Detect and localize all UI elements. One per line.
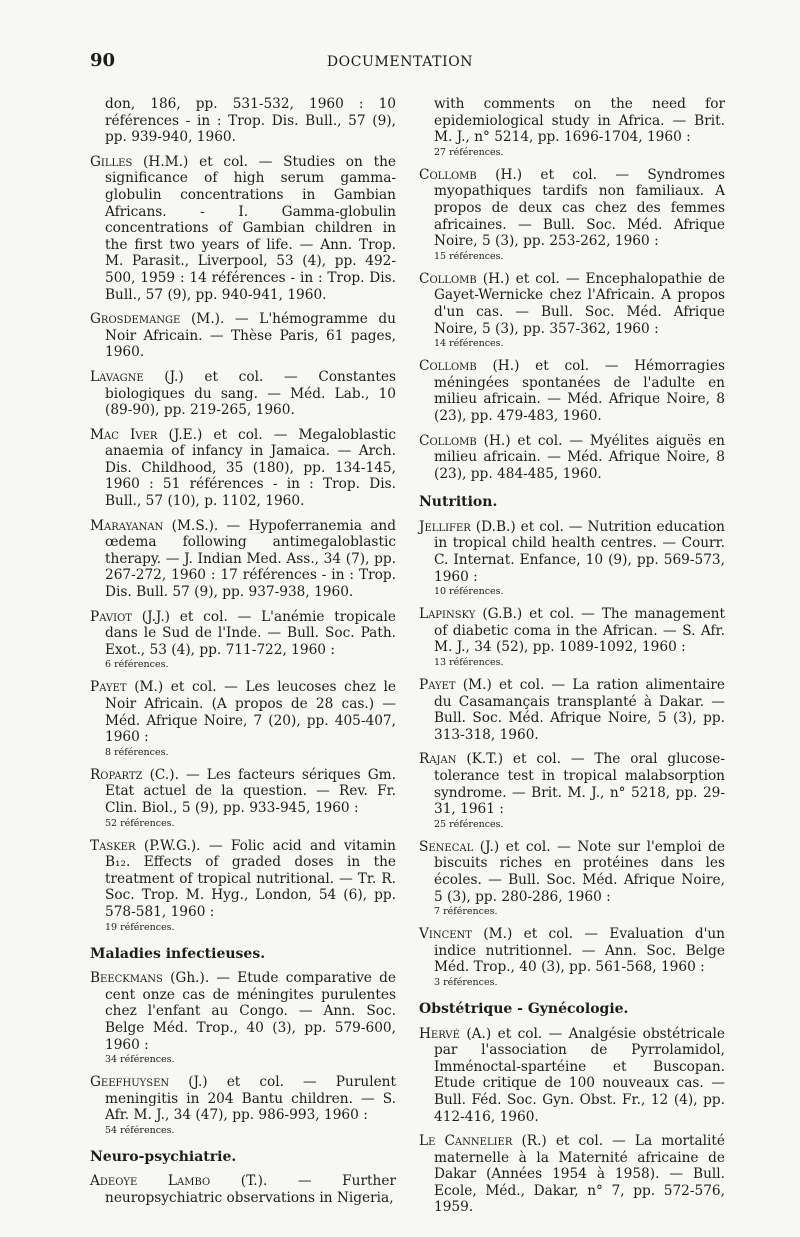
entry-author: Collomb [419, 432, 477, 449]
entry-text: (J.) et col. — Purulent meningitis in 204 Bantu children. — S. Afr. M. J., 34 (47), pp. 986-993, 1960 : [105, 1074, 396, 1124]
entry-author: Jellifer [419, 518, 471, 535]
entry-text: (H.) et col. — Myélites aiguës en milieu africain. — Méd. Afrique Noire, 8 (23), pp. 484-485, 1960. [434, 432, 725, 482]
bibliography-entry [90, 609, 396, 672]
bibliography-entry [90, 311, 396, 361]
entry-text: (G.B.) et col. — The management of diabetic coma in the African. — S. Afr. M. J., 34 (52), pp. 1089-1092, 1960 : [434, 606, 726, 656]
entry-text: (T.). — Further neuropsychiatric observations in Nigeria, [105, 1173, 396, 1207]
bibliography-entry [90, 838, 396, 934]
entry-text: (M.) et col. — Les leucoses chez le Noir Africain. (A propos de 28 cas.) — Méd. Afrique Noire, 7 (20), pp. 405-407, 1960 : [105, 679, 396, 746]
reference-count: 34 références. [105, 1054, 175, 1066]
bibliography-entry [90, 518, 396, 601]
section-heading: Neuro-psychiatrie. [90, 1148, 237, 1165]
reference-count: 25 références. [434, 818, 504, 830]
entry-author: Lavagne [90, 368, 144, 385]
entry-author: Marayanan [90, 517, 164, 534]
entry-text: (K.T.) et col. — The oral glucose-tolerance test in tropical malabsorption syndrome. — Brit. M. J., n° 5218, pp. 29-31, 1961 : [434, 751, 725, 818]
reference-count: 14 références. [434, 338, 504, 350]
entry-author: Tasker [90, 837, 136, 854]
entry-author: Adeoye Lambo [90, 1173, 211, 1190]
entry-author: Mac Iver [90, 426, 158, 443]
entry-text: (M.) et col. — La ration alimentaire du Casamançais transplanté à Dakar. — Bull. Soc. Méd. Afrique Noire, 5 (3), pp. 313-318, 1960. [434, 677, 725, 743]
entry-text: (H.) et col. — Encephalopathie de Gayet-Wernicke chez l'Africain. A propos d'un cas. — Bull. Soc. Méd. Afrique Noire, 5 (3), pp. 357-362, 1960 : [434, 270, 725, 337]
entry-text: (J.E.) et col. — Megaloblastic anaemia of infancy in Jamaica. — Arch. Dis. Childhood, 35 (180), pp. 134-145, 1960 : 51 références - in : Trop. Dis. Bull., 57 (10), p. 1102, 1960. [105, 426, 397, 510]
entry-author: Gilles [90, 153, 133, 170]
entry-author: Collomb [419, 166, 477, 183]
reference-count: 3 références. [434, 976, 498, 988]
reference-count: 54 références. [105, 1124, 175, 1136]
entry-text: don, 186, pp. 531-532, 1960 : 10 références - in : Trop. Dis. Bull., 57 (9), pp. 939-940, 1960. [105, 96, 396, 146]
bibliography-entry [90, 970, 396, 1066]
bibliography-entry [419, 519, 725, 598]
entry-text: (C.). — Les facteurs sériques Gm. Etat actuel de la question. — Rev. Fr. Clin. Biol., 5 (9), pp. 933-945, 1960 : [105, 766, 396, 816]
bibliography-entry [419, 96, 725, 159]
entry-author: Payet [419, 677, 456, 694]
running-title: DOCUMENTATION [326, 54, 474, 70]
entry-text: (J.J.) et col. — L'anémie tropicale dans le Sud de l'Inde. — Bull. Soc. Path. Exot., 53 (4), pp. 711-722, 1960 : [105, 608, 396, 658]
entry-text: (J.) et col. — Note sur l'emploi de biscuits riches en protéines dans les écoles. — Bull. Soc. Méd. Afrique Noire, 5 (3), pp. 280-286, 1960 : [434, 838, 725, 905]
reference-count: 27 références. [434, 146, 504, 158]
bibliography-entry [90, 679, 396, 758]
reference-count: 7 références. [434, 906, 498, 918]
entry-text: (M.) et col. — Evaluation d'un indice nutritionnel. — Ann. Soc. Belge Méd. Trop., 40 (3), pp. 561-568, 1960 : [434, 926, 725, 976]
entry-text: (H.M.) et col. — Studies on the significance of high serum gamma-globulin concentrations in Gambian Africans. - I. Gamma-globulin concentrations of Gambian children in the first two years of life. — Ann. Trop. M. Parasit., Liverpool, 53 (4), pp. 492-500, 1959 : 14 références - in : Trop. Dis. Bull., 57 (9), pp. 940-941, 1960. [105, 153, 396, 303]
entry-text: (P.W.G.). — Folic acid and vitamin B₁₂. Effects of graded doses in the treatment of tropical nutritional. — Tr. R. Soc. Trop. M. Hyg., London, 54 (6), pp. 578-581, 1960 : [105, 837, 396, 920]
entry-text: (R.) et col. — La mortalité maternelle à la Maternité africaine de Dakar (Années 1954 à 1958). — Bull. Ecole, Méd., Dakar, n° 7, pp. 572-576, 1959. [434, 1133, 726, 1216]
page-header [0, 50, 800, 74]
reference-count: 15 références. [434, 250, 504, 262]
left-column [90, 96, 396, 1215]
bibliography-entry [419, 271, 725, 350]
entry-author: Lapinsky [419, 606, 476, 623]
bibliography-entry [419, 358, 725, 424]
entry-text: (M.S.). — Hypoferranemia and œdema following antimegaloblastic therapy. — J. Indian Med. Ass., 34 (7), pp. 267-272, 1960 : 17 références - in : Trop. Dis. Bull. 57 (9), pp. 937-938, 1960. [105, 517, 396, 601]
right-column [419, 96, 725, 1224]
entry-author: Le Cannelier [419, 1133, 513, 1150]
reference-count: 6 références. [105, 659, 169, 671]
bibliography-entry [419, 433, 725, 483]
bibliography-entry [419, 677, 725, 743]
page-number: 90 [90, 50, 116, 71]
reference-count: 13 références. [434, 657, 504, 669]
bibliography-entry [90, 96, 396, 146]
section-heading: Nutrition. [419, 494, 498, 511]
entry-author: Senecal [419, 838, 474, 855]
entry-author: Grosdemange [90, 311, 181, 328]
reference-count: 19 références. [105, 921, 175, 933]
entry-text: (A.) et col. — Analgésie obstétricale par l'association de Pyrrolamidol, Imménoctal-spartéine et Buscopan. Etude critique de 100 nouveaux cas. — Bull. Féd. Soc. Gyn. Obst. Fr., 12 (4), pp. 412-416, 1960. [434, 1025, 725, 1125]
entry-text: (H.) et col. — Hémorragies méningées spontanées de l'adulte en milieu africain. — Méd. Afrique Noire, 8 (23), pp. 479-483, 1960. [434, 358, 725, 424]
reference-count: 52 références. [105, 817, 175, 829]
section-heading: Maladies infectieuses. [90, 945, 266, 962]
reference-count: 10 références. [434, 586, 504, 598]
entry-text: (H.) et col. — Syndromes myopathiques tardifs non familiaux. A propos de deux cas chez des femmes africaines. — Bull. Soc. Méd. Afrique Noire, 5 (3), pp. 253-262, 1960 : [434, 166, 725, 250]
bibliography-entry [419, 1133, 725, 1216]
entry-author: Ropartz [90, 766, 143, 783]
bibliography-entry [419, 1026, 725, 1126]
entry-text: with comments on the need for epidemiological study in Africa. — Brit. M. J., n° 5214, pp. 1696-1704, 1960 : [434, 96, 725, 146]
entry-author: Payet [90, 679, 127, 696]
entry-author: Beeckmans [90, 970, 163, 987]
bibliography-entry [90, 767, 396, 830]
bibliography-entry [419, 839, 725, 918]
entry-text: (Gh.). — Etude comparative de cent onze cas de méningites purulentes chez l'enfant au Congo. — Ann. Soc. Belge Méd. Trop., 40 (3), pp. 579-600, 1960 : [105, 970, 396, 1053]
bibliography-entry [90, 154, 396, 303]
reference-count: 8 références. [105, 746, 169, 758]
entry-author: Vincent [419, 926, 472, 943]
entry-text: (M.). — L'hémogramme du Noir Africain. — Thèse Paris, 61 pages, 1960. [105, 311, 396, 361]
entry-author: Rajan [419, 751, 457, 768]
bibliography-entry [90, 427, 396, 510]
entry-author: Collomb [419, 270, 477, 287]
bibliography-entry [419, 606, 725, 669]
bibliography-entry [90, 1074, 396, 1137]
bibliography-entry [90, 369, 396, 419]
bibliography-entry [90, 1173, 396, 1206]
entry-author: Hervé [419, 1025, 460, 1042]
entry-text: (D.B.) et col. — Nutrition education in tropical child health centres. — Courr. C. Internat. Enfance, 10 (9), pp. 569-573, 1960 : [434, 518, 725, 585]
entry-author: Paviot [90, 608, 132, 625]
entry-author: Geefhuysen [90, 1074, 170, 1091]
section-heading: Obstétrique - Gynécologie. [419, 1000, 629, 1017]
bibliography-entry [419, 926, 725, 989]
bibliography-entry [419, 751, 725, 830]
entry-author: Collomb [419, 358, 477, 375]
entry-text: (J.) et col. — Constantes biologiques du sang. — Méd. Lab., 10 (89-90), pp. 219-265, 1960. [105, 368, 396, 419]
bibliography-entry [419, 167, 725, 263]
